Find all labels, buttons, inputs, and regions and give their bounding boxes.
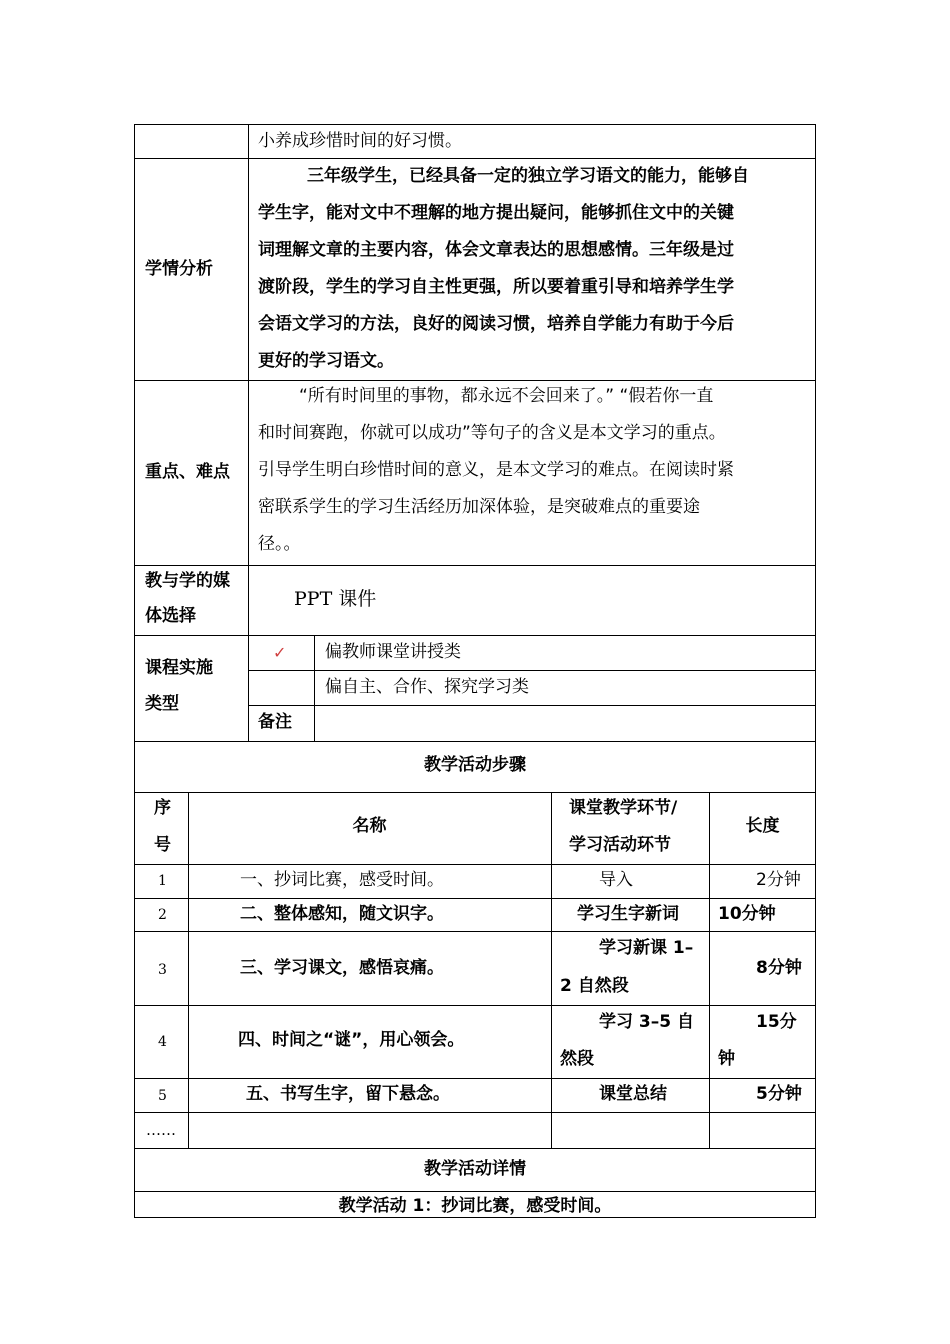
col-divider: [314, 635, 315, 741]
row-divider: [248, 670, 816, 671]
row-divider: [134, 1005, 816, 1006]
step-stage: 导入: [599, 870, 633, 890]
row-divider: [134, 1078, 816, 1079]
row-divider: [134, 1112, 816, 1113]
activity-1-title: 教学活动 1：抄词比赛，感受时间。: [338, 1196, 612, 1216]
row-divider: [248, 705, 816, 706]
keypoints-line: 径。。: [258, 534, 301, 554]
step-stage: 学习生字新词: [577, 904, 679, 924]
row-divider: [134, 741, 816, 742]
col-divider: [551, 792, 552, 1148]
course-type-option-lecture: 偏教师课堂讲授类: [325, 642, 461, 662]
header-no-line-1: 序: [154, 798, 171, 818]
details-title: 教学活动详情: [424, 1159, 526, 1179]
step-no: 1: [158, 873, 167, 889]
keypoints-line: 引导学生明白珍惜时间的意义，是本文学习的难点。在阅读时紧: [258, 460, 734, 480]
step-length: 8分钟: [756, 958, 802, 978]
step-ellipsis: ……: [146, 1121, 176, 1139]
analysis-label: 学情分析: [145, 259, 213, 279]
step-length-line-1: 15分: [756, 1012, 797, 1032]
step-no: 3: [158, 962, 167, 978]
analysis-line: 词理解文章的主要内容，体会文章表达的思想感情。三年级是过: [258, 240, 734, 260]
step-stage-line-2: 然段: [560, 1049, 594, 1069]
step-length: 5分钟: [756, 1084, 802, 1104]
course-type-label-line-2: 类型: [145, 694, 179, 714]
header-length: 长度: [745, 816, 780, 836]
header-name: 名称: [352, 816, 387, 836]
keypoints-label: 重点、难点: [145, 462, 230, 482]
col-divider: [248, 124, 249, 741]
header-stage-line-2: 学习活动环节: [569, 835, 671, 855]
row-divider: [134, 1148, 816, 1149]
keypoints-line: 和时间赛跑，你就可以成功”等句子的含义是本文学习的重点。: [258, 423, 726, 443]
col-divider: [188, 792, 189, 1148]
step-name: 五、书写生字，留下悬念。: [246, 1084, 450, 1104]
step-no: 4: [158, 1034, 167, 1050]
step-no: 5: [158, 1088, 167, 1104]
step-name: 三、学习课文，感悟哀痛。: [240, 958, 444, 978]
step-name: 四、时间之“谜”，用心领会。: [238, 1030, 465, 1050]
header-stage-line-1: 课堂教学环节/: [569, 798, 678, 818]
step-name: 二、整体感知，随文识字。: [240, 904, 444, 924]
row-divider: [134, 380, 816, 381]
step-length: 10分钟: [718, 904, 776, 924]
row-divider: [134, 1191, 816, 1192]
step-no: 2: [158, 907, 167, 923]
analysis-line: 更好的学习语文。: [258, 351, 394, 371]
media-value: PPT 课件: [294, 588, 377, 610]
row-divider: [134, 931, 816, 932]
step-length: 2分钟: [756, 870, 801, 890]
keypoints-line: “所有时间里的事物，都永远不会回来了。” “假若你一直: [299, 386, 714, 406]
remark-label: 备注: [258, 712, 292, 732]
goal-continuation-text: 小养成珍惜时间的好习惯。: [258, 131, 462, 151]
course-type-label-line-1: 课程实施: [145, 658, 213, 678]
col-divider: [709, 792, 710, 1148]
analysis-line: 渡阶段，学生的学习自主性更强，所以要着重引导和培养学生学: [258, 277, 734, 297]
steps-title: 教学活动步骤: [424, 755, 526, 775]
course-type-option-inquiry: 偏自主、合作、探究学习类: [325, 677, 529, 697]
media-label-line-2: 体选择: [145, 606, 196, 626]
step-name: 一、抄词比赛，感受时间。: [240, 870, 444, 890]
row-divider: [134, 635, 816, 636]
step-stage-line-1: 学习新课 1–: [599, 938, 694, 958]
row-divider: [134, 864, 816, 865]
step-stage: 课堂总结: [599, 1084, 667, 1104]
media-label-line-1: 教与学的媒: [145, 571, 230, 591]
step-stage-line-1: 学习 3–5 自: [599, 1012, 694, 1032]
header-no-line-2: 号: [154, 835, 171, 855]
row-divider: [134, 565, 816, 566]
row-divider: [134, 898, 816, 899]
analysis-line: 会语文学习的方法，良好的阅读习惯，培养自学能力有助于今后: [258, 314, 734, 334]
analysis-line: 学生字，能对文中不理解的地方提出疑问，能够抓住文中的关键: [258, 203, 734, 223]
checkmark-icon: ✓: [273, 643, 287, 662]
row-divider: [134, 158, 816, 159]
step-length-line-2: 钟: [718, 1049, 735, 1069]
keypoints-line: 密联系学生的学习生活经历加深体验，是突破难点的重要途: [258, 497, 700, 517]
row-divider: [134, 792, 816, 793]
analysis-line: 三年级学生，已经具备一定的独立学习语文的能力，能够自: [307, 166, 749, 186]
step-stage-line-2: 2 自然段: [560, 976, 629, 996]
